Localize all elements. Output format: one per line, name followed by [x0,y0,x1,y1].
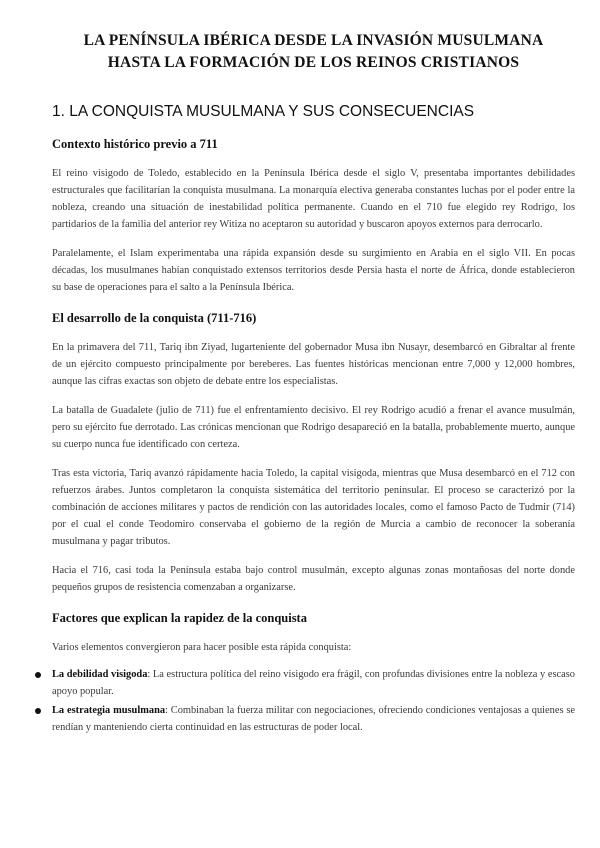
factors-list [52,666,575,736]
list-item-text: : Combinaban la fuerza militar con negociaciones, ofreciendo condiciones ventajosas a quienes se rendían y manteniendo cierta continuidad en las estructuras de poder local. [52,705,576,733]
paragraph-development-3: Tras esta victoria, Tariq avanzó rápidamente hacia Toledo, la capital visigoda, mientras que Musa desembarcó en el 712 con refuerzos árabes. Juntos completaron la conquista sistemática del territorio peninsular. El proceso se caracterizó por la combinación de acciones militares y pactos de rendición con las autoridades locales, como el famoso Pacto de Tudmir (714) por el cual el conde Teodomiro conservaba el gobierno de la región de Murcia a cambio de reconocer la soberanía musulmana y pagar tributos. [52,468,575,547]
subheading-development: El desarrollo de la conquista (711-716) [52,311,257,325]
section-heading: 1. LA CONQUISTA MUSULMANA Y SUS CONSECUENCIAS [52,103,475,120]
paragraph-development-4: Hacia el 716, casi toda la Península estaba bajo control musulmán, excepto algunas zonas montañosas del norte donde pequeños grupos de resistencia comenzaban a organizarse. [52,565,575,593]
paragraph-factors-intro: Varios elementos convergieron para hacer posible esta rápida conquista: [52,642,352,653]
paragraph-context-1: El reino visigodo de Toledo, establecido en la Península Ibérica desde el siglo V, presentaba importantes debilidades estructurales que facilitarían la conquista musulmana. La monarquía electiva generaba constantes luchas por el poder entre la nobleza, creando una situación de inestabilidad política permanente. Cuando en el 710 fue elegido rey Rodrigo, los partidarios de la familia del anterior rey Witiza no aceptaron su autoridad y buscaron apoyos externos para derrocarlo. [52,168,575,230]
list-item-text: : La estructura política del reino visigodo era frágil, con profundas divisiones entre la nobleza y escaso apoyo popular. [52,669,575,697]
bullet-icon [35,672,41,678]
list-item [52,702,575,736]
paragraph-context-2: Paralelamente, el Islam experimentaba una rápida expansión desde su surgimiento en Arabia en el siglo VII. En pocas décadas, los musulmanes habían conquistado extensos territorios desde Persia hasta el norte de África, donde establecieron su base de operaciones para el salto a la Península Ibérica. [52,248,575,293]
subheading-factors: Factores que explican la rapidez de la conquista [52,611,307,625]
title-line-1: LA PENÍNSULA IBÉRICA DESDE LA INVASIÓN MUSULMANA [83,32,544,49]
document-title [52,0,575,74]
title-line-2: HASTA LA FORMACIÓN DE LOS REINOS CRISTIANOS [107,54,520,71]
subheading-context: Contexto histórico previo a 711 [52,137,218,151]
paragraph-development-2: La batalla de Guadalete (julio de 711) fue el enfrentamiento decisivo. El rey Rodrigo acudió a frenar el avance musulmán, pero su ejército fue derrotado. Las crónicas mencionan que Rodrigo desapareció en la batalla, probablemente muerto, aunque su cuerpo nunca fue identificado con certeza. [52,405,575,450]
list-item-term: La estrategia musulmana [52,705,166,716]
bullet-icon [35,708,41,714]
paragraph-development-1: En la primavera del 711, Tariq ibn Ziyad, lugarteniente del gobernador Musa ibn Nusayr, desembarcó en Gibraltar al frente de un ejército compuesto principalmente por bereberes. Las fuentes históricas mencionan entre 7,000 y 12,000 hombres, aunque las cifras exactas son objeto de debate entre los especialistas. [52,342,575,387]
list-item [52,666,575,700]
list-item-term: La debilidad visigoda [52,669,148,680]
